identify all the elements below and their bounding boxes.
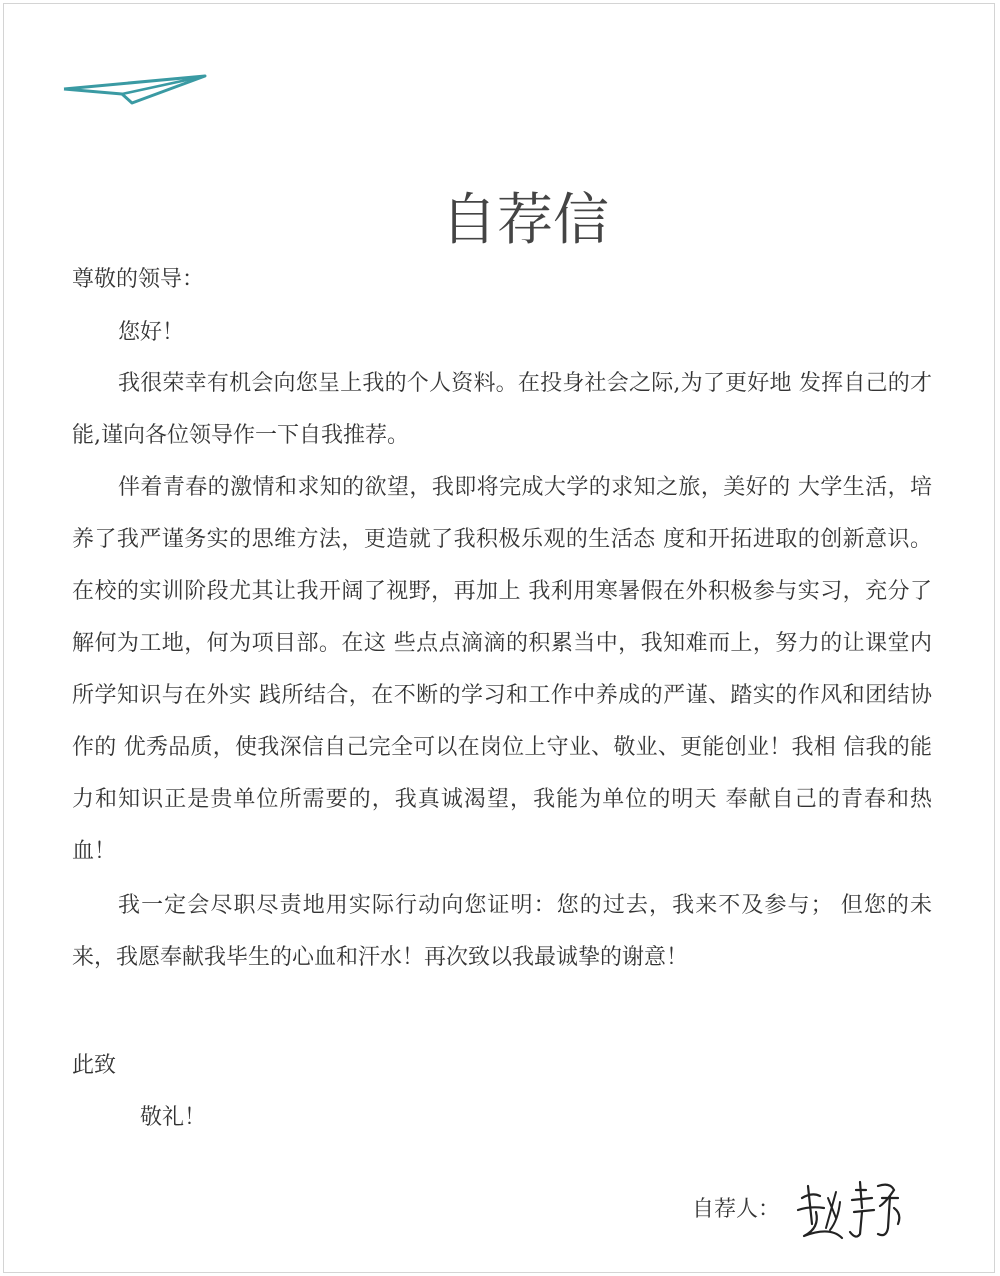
signer-label: 自荐人： (692, 1197, 781, 1222)
salutation: 尊敬的领导： (72, 267, 205, 292)
closing-line-1: 此致 (72, 1053, 117, 1078)
greeting: 您好！ (118, 320, 185, 345)
paragraph-commitment: 我一定会尽职尽责地用实际行动向您证明：您的过去，我来不及参与； 但您的未来，我愿奉献我毕生的心血和汗水！再次致以我最诚挚的谢意！ (72, 893, 932, 970)
handwritten-signature (790, 1168, 920, 1246)
letter-title: 自荐信 (441, 188, 609, 253)
paragraph-experience: 伴着青春的激情和求知的欲望，我即将完成大学的求知之旅，美好的 大学生活，培养了我严谨务实的思维方法，更造就了我积极乐观的生活态 度和开拓进取的创新意识。在校的实训阶段尤其让我开阔了视野，再加上 我利用寒暑假在外积极参与实习，充分了解何为工地，何为项目部。在这 些点点滴滴的积累当中，我知难而上，努力的让课堂内所学知识与在外实 践所结合，在不断的学习和工作中养成的严谨、踏实的作风和团结协作的 优秀品质，使我深信自己完全可以在岗位上守业、敬业、更能创业！我相 信我的能力和知识正是贵单位所需要的，我真诚渴望，我能为单位的明天 奉献自己的青春和热血！ (72, 475, 932, 864)
paper-plane-icon (62, 72, 207, 108)
paragraph-intro: 我很荣幸有机会向您呈上我的个人资料。在投身社会之际,为了更好地 发挥自己的才能,谨向各位领导作一下自我推荐。 (72, 371, 932, 448)
closing-line-2: 敬礼！ (140, 1105, 207, 1130)
